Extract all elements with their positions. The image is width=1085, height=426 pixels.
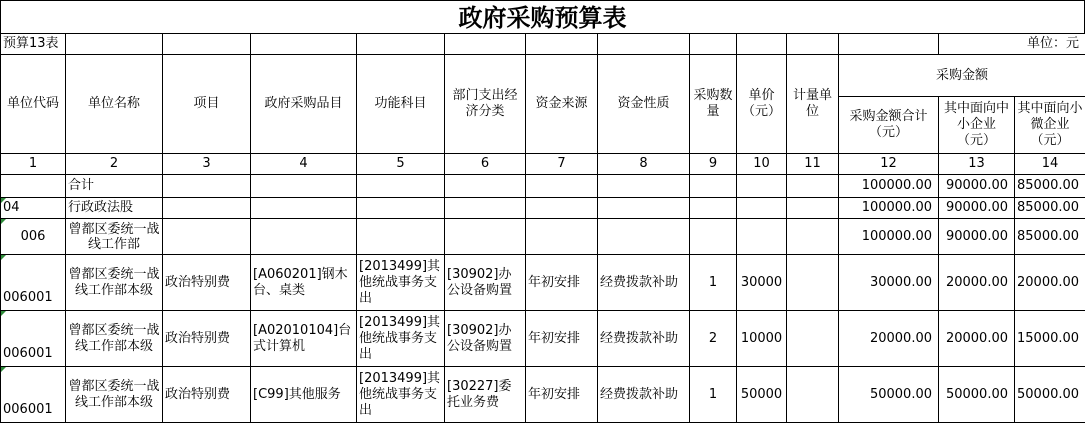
table-id: 预算13表 (1, 34, 66, 55)
cell-project (163, 175, 251, 198)
col-number: 8 (598, 154, 690, 175)
cell-unit-code: 006001 (1, 311, 66, 367)
procurement-table (0, 33, 1085, 423)
cell-unit-code: 04 (1, 198, 66, 219)
cell-price (737, 198, 787, 219)
cell-function-subject (357, 175, 445, 198)
cell-unit-code: 006001 (1, 367, 66, 423)
cell-qty: 2 (690, 311, 737, 367)
meta-row (1, 34, 1085, 55)
cell-function-subject (357, 219, 445, 255)
header-procurement-item: 政府采购品目 (251, 55, 357, 154)
cell-project: 政治特别费 (163, 311, 251, 367)
cell-unit-code (1, 175, 66, 198)
col-number: 9 (690, 154, 737, 175)
col-number: 3 (163, 154, 251, 175)
cell-unit-name: 合计 (66, 175, 163, 198)
cell-function-subject: [2013499]其他统战事务支出 (357, 255, 445, 311)
header-price: 单价（元） (737, 55, 787, 154)
cell-function-subject: [2013499]其他统战事务支出 (357, 367, 445, 423)
unit-label: 单位：元 (939, 34, 1085, 55)
header-amount-micro: 其中面向小微企业（元） (1015, 97, 1085, 154)
cell-qty: 1 (690, 255, 737, 311)
table-row (1, 311, 1085, 367)
cell-unit-name: 行政政法股 (66, 198, 163, 219)
column-number-row (1, 154, 1085, 175)
cell-measure-unit (787, 219, 839, 255)
cell-amount-total: 100000.00 (839, 198, 939, 219)
table-row (1, 367, 1085, 423)
cell-procurement-item: [A02010104]台式计算机 (251, 311, 357, 367)
header-amount-total: 采购金额合计（元） (839, 97, 939, 154)
cell-fund-source (526, 219, 598, 255)
cell-price (737, 175, 787, 198)
cell-procurement-item (251, 175, 357, 198)
col-number: 6 (445, 154, 526, 175)
cell-amount-micro: 20000.00 (1015, 255, 1085, 311)
header-fund-nature: 资金性质 (598, 55, 690, 154)
cell-fund-source (526, 198, 598, 219)
col-number: 14 (1015, 154, 1085, 175)
cell-fund-nature (598, 219, 690, 255)
cell-unit-name: 曾都区委统一战线工作部本级 (66, 255, 163, 311)
cell-fund-nature (598, 175, 690, 198)
cell-project (163, 198, 251, 219)
cell-function-subject: [2013499]其他统战事务支出 (357, 311, 445, 367)
cell-price: 50000 (737, 367, 787, 423)
col-number: 7 (526, 154, 598, 175)
cell-qty (690, 198, 737, 219)
cell-measure-unit (787, 198, 839, 219)
cell-amount-sme: 20000.00 (939, 311, 1015, 367)
cell-procurement-item: [A060201]钢木台、桌类 (251, 255, 357, 311)
header-measure-unit: 计量单位 (787, 55, 839, 154)
cell-function-subject (357, 198, 445, 219)
cell-measure-unit (787, 175, 839, 198)
cell-econ-class (445, 198, 526, 219)
header-fund-source: 资金来源 (526, 55, 598, 154)
header-unit-code: 单位代码 (1, 55, 66, 154)
cell-measure-unit (787, 311, 839, 367)
cell-unit-code: 006001 (1, 255, 66, 311)
cell-econ-class (445, 175, 526, 198)
cell-amount-micro: 85000.00 (1015, 198, 1085, 219)
header-row-1 (1, 55, 1085, 97)
cell-econ-class: [30227]委托业务费 (445, 367, 526, 423)
header-econ-class: 部门支出经济分类 (445, 55, 526, 154)
cell-fund-source (526, 175, 598, 198)
cell-unit-name: 曾都区委统一战线工作部本级 (66, 311, 163, 367)
cell-project (163, 219, 251, 255)
table-row (1, 198, 1085, 219)
cell-fund-nature: 经费拨款补助 (598, 255, 690, 311)
header-unit-name: 单位名称 (66, 55, 163, 154)
header-qty: 采购数量 (690, 55, 737, 154)
cell-price: 30000 (737, 255, 787, 311)
cell-amount-total: 100000.00 (839, 175, 939, 198)
col-number: 12 (839, 154, 939, 175)
header-amount-sme: 其中面向中小企业（元） (939, 97, 1015, 154)
cell-qty (690, 219, 737, 255)
cell-amount-micro: 85000.00 (1015, 219, 1085, 255)
cell-fund-nature (598, 198, 690, 219)
cell-price: 10000 (737, 311, 787, 367)
cell-qty (690, 175, 737, 198)
table-row (1, 255, 1085, 311)
cell-procurement-item (251, 219, 357, 255)
cell-measure-unit (787, 367, 839, 423)
col-number: 1 (1, 154, 66, 175)
cell-econ-class: [30902]办公设备购置 (445, 311, 526, 367)
sheet-title: 政府采购预算表 (0, 0, 1085, 34)
cell-amount-total: 30000.00 (839, 255, 939, 311)
header-project: 项目 (163, 55, 251, 154)
cell-econ-class: [30902]办公设备购置 (445, 255, 526, 311)
cell-amount-micro: 85000.00 (1015, 175, 1085, 198)
cell-price (737, 219, 787, 255)
cell-unit-code: 006 (1, 219, 66, 255)
cell-amount-sme: 90000.00 (939, 175, 1015, 198)
cell-unit-name: 曾都区委统一战线工作部 (66, 219, 163, 255)
header-amount-group: 采购金额 (839, 55, 1085, 97)
cell-amount-micro: 50000.00 (1015, 367, 1085, 423)
cell-fund-source: 年初安排 (526, 311, 598, 367)
cell-fund-nature: 经费拨款补助 (598, 311, 690, 367)
cell-procurement-item (251, 198, 357, 219)
col-number: 13 (939, 154, 1015, 175)
col-number: 2 (66, 154, 163, 175)
cell-amount-sme: 50000.00 (939, 367, 1015, 423)
cell-amount-total: 20000.00 (839, 311, 939, 367)
cell-project: 政治特别费 (163, 255, 251, 311)
col-number: 11 (787, 154, 839, 175)
cell-amount-sme: 20000.00 (939, 255, 1015, 311)
cell-amount-sme: 90000.00 (939, 198, 1015, 219)
cell-project: 政治特别费 (163, 367, 251, 423)
col-number: 10 (737, 154, 787, 175)
cell-amount-total: 50000.00 (839, 367, 939, 423)
cell-fund-source: 年初安排 (526, 367, 598, 423)
cell-qty: 1 (690, 367, 737, 423)
cell-amount-sme: 90000.00 (939, 219, 1015, 255)
cell-measure-unit (787, 255, 839, 311)
cell-amount-micro: 15000.00 (1015, 311, 1085, 367)
cell-fund-nature: 经费拨款补助 (598, 367, 690, 423)
table-row (1, 175, 1085, 198)
col-number: 5 (357, 154, 445, 175)
table-row (1, 219, 1085, 255)
cell-unit-name: 曾都区委统一战线工作部本级 (66, 367, 163, 423)
cell-amount-total: 100000.00 (839, 219, 939, 255)
cell-procurement-item: [C99]其他服务 (251, 367, 357, 423)
cell-econ-class (445, 219, 526, 255)
col-number: 4 (251, 154, 357, 175)
header-function-subject: 功能科目 (357, 55, 445, 154)
cell-fund-source: 年初安排 (526, 255, 598, 311)
